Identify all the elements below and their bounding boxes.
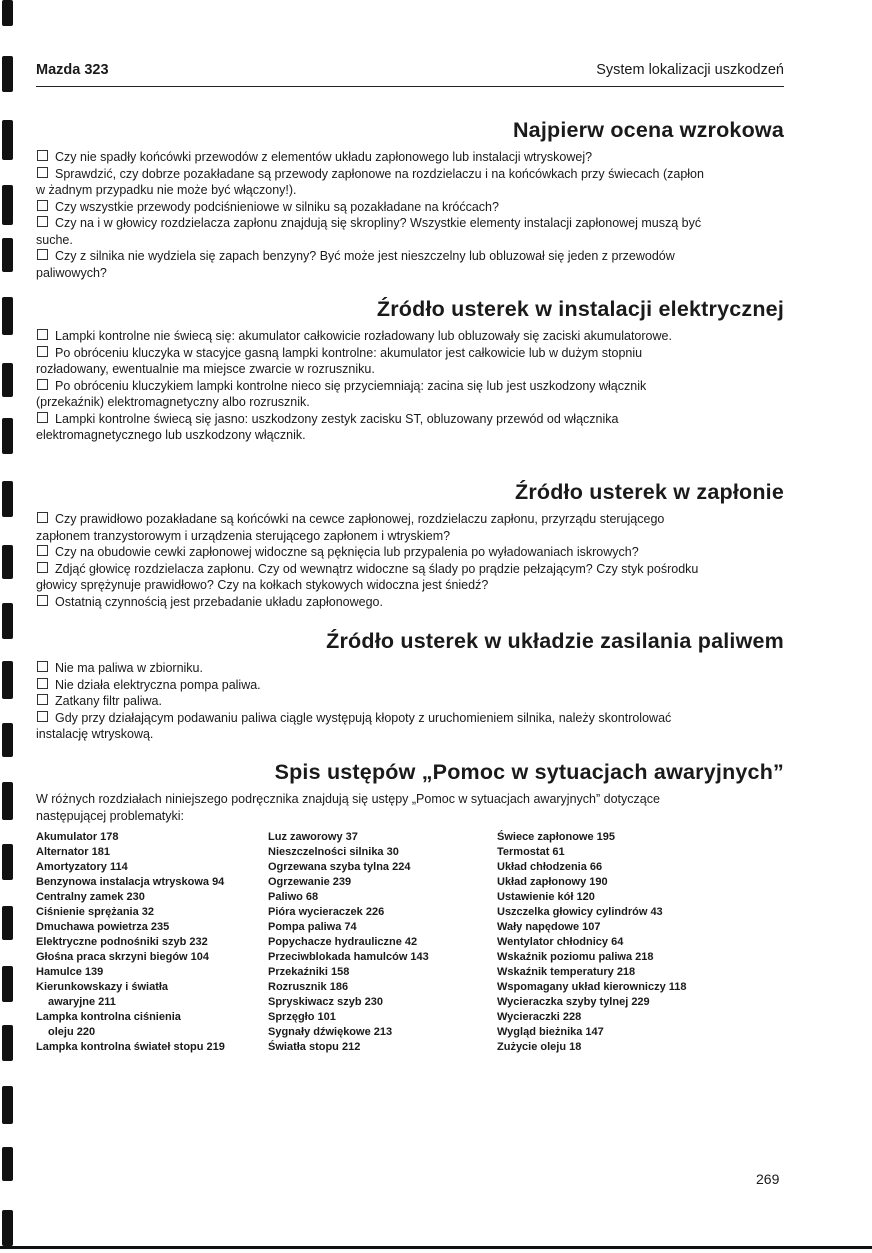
header-model: Mazda 323: [36, 62, 109, 78]
index-entry: Wskaźnik poziomu paliwa 218: [497, 951, 654, 963]
running-header: [36, 60, 784, 87]
index-entry: Wycieraczka szyby tylnej 229: [497, 996, 650, 1008]
index-intro: W różnych rozdziałach niniejszego podręcznika znajdują się ustępy „Pomoc w sytuacjach awaryjnych” dotyczące następującej problematyki:: [36, 792, 660, 823]
index-entry: Świece zapłonowe 195: [497, 831, 615, 843]
index-entry: Głośna praca skrzyni biegów 104: [36, 951, 210, 963]
index-entry: Luz zaworowy 37: [268, 831, 358, 843]
index-entry: Przekaźniki 158: [268, 966, 350, 978]
checkbox-icon: [37, 678, 48, 689]
index-entry: Rozrusznik 186: [268, 981, 349, 993]
index-entry: Popychacze hydrauliczne 42: [268, 936, 418, 948]
index-entry: Układ zapłonowy 190: [497, 876, 608, 888]
list-item: Sprawdzić, czy dobrze pozakładane są przewody zapłonowe na rozdzielaczu i na końcówkach przy świecach (zapłon w żadnym przypadku nie może być włączony!).: [36, 166, 704, 197]
index-entry: Ogrzewana szyba tylna 224: [268, 861, 411, 873]
list-item: Nie działa elektryczna pompa paliwa.: [36, 677, 708, 694]
list-item: Po obróceniu kluczykiem lampki kontrolne nieco się przyciemniają: zacina się lub jest uszkodzony włącznik (przekaźnik) elektromagnetyczny albo rozrusznik.: [36, 378, 647, 409]
list-item: Czy z silnika nie wydziela się zapach benzyny? Być może jest nieszczelny lub obluzował się jeden z przewodów paliwowych?: [36, 249, 675, 280]
index-entry: Ustawienie kół 120: [497, 891, 595, 903]
index-entry: Przeciwblokada hamulców 143: [268, 951, 429, 963]
checkbox-icon: [37, 200, 48, 211]
checkbox-icon: [37, 346, 48, 357]
index-entry: Uszczelka głowicy cylindrów 43: [497, 906, 663, 918]
checkbox-icon: [37, 545, 48, 556]
index-entry: Sprzęgło 101: [268, 1011, 336, 1023]
header-chapter: System lokalizacji uszkodzeń: [596, 62, 784, 78]
list-item: Czy na i w głowicy rozdzielacza zapłonu znajdują się skropliny? Wszystkie elementy instalacji zapłonowej muszą być suche.: [36, 216, 702, 247]
section-title: Spis ustępów „Pomoc w sytuacjach awaryjnych”: [274, 760, 784, 784]
checkbox-icon: [37, 167, 48, 178]
index-entry: Akumulator 178: [36, 831, 119, 843]
index-entry: Lampka kontrolna ciśnienia: [36, 1011, 181, 1023]
binding-marks: [0, 0, 16, 1253]
checkbox-icon: [37, 150, 48, 161]
list-item: Zatkany filtr paliwa.: [36, 693, 708, 710]
index-column-1: [36, 830, 268, 1055]
index-entry: Kierunkowskazy i światła: [36, 981, 169, 993]
list-item: Czy prawidłowo pozakładane są końcówki na cewce zapłonowej, rozdzielaczu zapłonu, przyrządu sterującego zapłonem tranzystorowym i urządzenia sterującego zapłonem i wtryskiem?: [36, 512, 665, 543]
list-item: Czy nie spadły końcówki przewodów z elementów układu zapłonowego lub instalacji wtryskowej?: [36, 149, 708, 166]
checklist: [36, 511, 708, 610]
index-entry: Wskaźnik temperatury 218: [497, 966, 636, 978]
index-column-3: [497, 830, 757, 1055]
index-entry: Paliwo 68: [268, 891, 319, 903]
index-entry: Ogrzewanie 239: [268, 876, 352, 888]
list-item: Czy wszystkie przewody podciśnieniowe w silniku są pozakładane na króćcach?: [36, 199, 708, 216]
page-number: 269: [756, 1171, 780, 1187]
index-entry: Wygląd bieżnika 147: [497, 1026, 604, 1038]
checkbox-icon: [37, 562, 48, 573]
index-entry: Hamulce 139: [36, 966, 104, 978]
index-entry: Wycieraczki 228: [497, 1011, 582, 1023]
list-item: Po obróceniu kluczyka w stacyjce gasną lampki kontrolne: akumulator jest całkowicie lub w dużym stopniu rozładowany, ewentualnie ma miejsce zwarcie w rozruszniku.: [36, 345, 643, 376]
checkbox-icon: [37, 512, 48, 523]
index-entry: Wentylator chłodnicy 64: [497, 936, 624, 948]
section-title: Najpierw ocena wzrokowa: [512, 118, 784, 142]
index-entry: awaryjne 211: [48, 996, 116, 1008]
list-item: Gdy przy działającym podawaniu paliwa ciągle występują kłopoty z uruchomieniem silnika, należy skontrolować instalację wtryskową.: [36, 710, 672, 741]
index-entry: Zużycie oleju 18: [497, 1041, 582, 1053]
index-entry: Amortyzatory 114: [36, 861, 128, 873]
index-entry: Centralny zamek 230: [36, 891, 145, 903]
index-entry: Wały napędowe 107: [497, 921, 601, 933]
checkbox-icon: [37, 412, 48, 423]
checkbox-icon: [37, 329, 48, 340]
index-entry: Benzynowa instalacja wtryskowa 94: [36, 876, 225, 888]
checkbox-icon: [37, 711, 48, 722]
index-entry: Pióra wycieraczek 226: [268, 906, 385, 918]
index-entry: Termostat 61: [497, 846, 565, 858]
index-entry: Spryskiwacz szyb 230: [268, 996, 383, 1008]
checkbox-icon: [37, 216, 48, 227]
index-column-2: [268, 830, 497, 1055]
index-entry: Pompa paliwa 74: [268, 921, 357, 933]
index-entry: Lampka kontrolna świateł stopu 219: [36, 1041, 225, 1053]
index-entry: Alternator 181: [36, 846, 110, 858]
index-entry: Sygnały dźwiękowe 213: [268, 1026, 393, 1038]
checklist: [36, 660, 708, 743]
index-entry: Ciśnienie sprężania 32: [36, 906, 154, 918]
list-item: Zdjąć głowicę rozdzielacza zapłonu. Czy od wewnątrz widoczne są ślady po prądzie pełzającym? Czy styk pośrodku głowicy sprężynuje prawidłowo? Czy na kołkach stykowych widoczna jest śniedź?: [36, 561, 699, 592]
list-item: Czy na obudowie cewki zapłonowej widoczne są pęknięcia lub przypalenia po wyładowaniach iskrowych?: [36, 544, 708, 561]
checkbox-icon: [37, 249, 48, 260]
list-item: Ostatnią czynnością jest przebadanie układu zapłonowego.: [36, 594, 708, 611]
section-electrical: [36, 297, 784, 444]
section-title: Źródło usterek w zapłonie: [514, 480, 784, 504]
section-fuel: [36, 629, 784, 743]
section-emergency-index: [36, 760, 784, 1055]
index-entry: Układ chłodzenia 66: [497, 861, 603, 873]
index-entry: oleju 220: [48, 1026, 96, 1038]
index-entry: Wspomagany układ kierowniczy 118: [497, 981, 687, 993]
checklist: [36, 149, 708, 281]
section-title: Źródło usterek w instalacji elektrycznej: [376, 297, 784, 321]
index-entry: Dmuchawa powietrza 235: [36, 921, 170, 933]
list-item: Lampki kontrolne świecą się jasno: uszkodzony zestyk zacisku ST, obluzowany przewód od włącznika elektromagnetycznego lub uszkodzony włącznik.: [36, 411, 619, 442]
checkbox-icon: [37, 379, 48, 390]
bottom-edge-line: [0, 1246, 872, 1249]
checklist: [36, 328, 708, 444]
section-title: Źródło usterek w układzie zasilania paliwem: [326, 629, 784, 653]
list-item: Lampki kontrolne nie świecą się: akumulator całkowicie rozładowany lub obluzowały się zaciski akumulatorowe.: [36, 328, 708, 345]
checkbox-icon: [37, 595, 48, 606]
section-visual-check: [36, 118, 784, 281]
index-entry: Elektryczne podnośniki szyb 232: [36, 936, 208, 948]
checkbox-icon: [37, 694, 48, 705]
index-entry: Światła stopu 212: [268, 1041, 361, 1053]
index-entry: Nieszczelności silnika 30: [268, 846, 399, 858]
index-columns: [36, 830, 784, 1055]
section-ignition: [36, 480, 784, 610]
list-item: Nie ma paliwa w zbiorniku.: [36, 660, 708, 677]
checkbox-icon: [37, 661, 48, 672]
